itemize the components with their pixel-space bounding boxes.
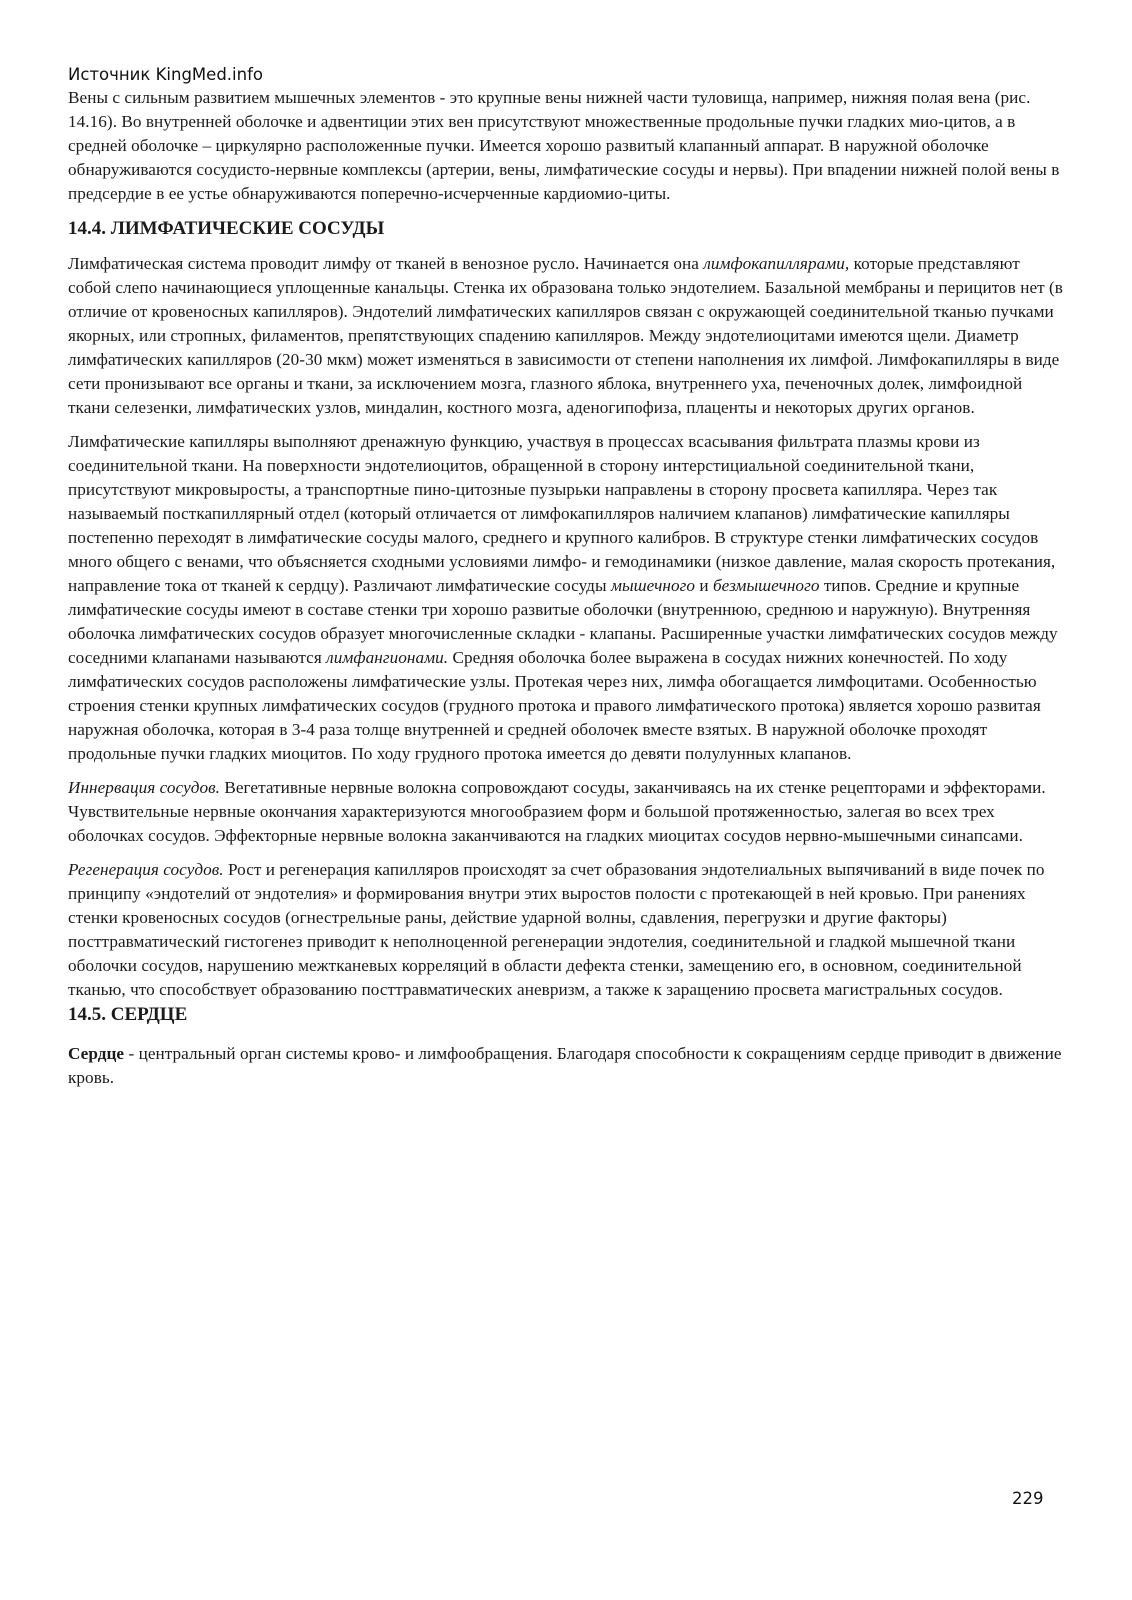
text-run: Средняя оболочка более выражена в сосудах нижних конечностей. По ходу лимфатических сосудов расположены лимфатические узлы. Протекая через них, лимфа обогащается лимфоцитами. Особенностью строения стенки крупных лимфатических сосудов (грудного протока и правого лимфатического протока) является хорошо развитая наружная оболочка, которая в 3-4 раза толще внутренней и средней оболочек вместе взятых. В наружной оболочке проходят продольные пучки гладких миоцитов. По ходу грудного протока имеется до девяти полулунных клапанов. [68, 648, 1041, 763]
text-run: и [695, 576, 713, 595]
text-run: Лимфатическая система проводит лимфу от тканей в венозное русло. Начинается она [68, 254, 704, 273]
text-run: типов. Средние и крупные лимфатические сосуды имеют в составе стенки три хорошо развитые оболочки (внутреннюю, среднюю и наружную). Внутренняя оболочка лимфатических сосудов образует многочисленные складки - клапаны. Расширенные участки лимфатических сосудов между соседними клапанами называются [68, 576, 1058, 667]
document-page [68, 64, 1064, 1090]
paragraph-veins: Вены с сильным развитием мышечных элементов - это крупные вены нижней части туловища, например, нижняя полая вена (рис. 14.16). Во внутренней оболочке и адвентиции этих вен присутствуют множественные продольные пучки гладких мио-цитов, а в средней оболочке – циркулярно расположенные пучки. Имеется хорошо развитый клапанный аппарат. В наружной оболочке обнаруживаются сосудисто-нервные комплексы (артерии, вены, лимфатические сосуды и нервы). При впадении нижней полой вены в предсердие в ее устье обнаруживаются поперечно-исчерченные кардиомио-циты. [68, 88, 1060, 203]
paragraph-regeneration [68, 858, 1064, 1002]
italic-term: лимфокапиллярами, [703, 254, 850, 273]
section-heading-lymphatic-vessels: 14.4. ЛИМФАТИЧЕСКИЕ СОСУДЫ [68, 218, 385, 239]
italic-subheading: Иннервация сосудов. [68, 778, 220, 797]
text-run: Рост и регенерация капилляров происходят за счет образования эндотелиальных выпячиваний в виде почек по принципу «эндотелий от эндотелия» и формирования внутри этих выростов полости с протекающей в ней кровью. При ранениях стенки кровеносных сосудов (огнестрельные раны, действие ударной волны, сдавления, перегрузки и другие факторы) посттравматический гистогенез приводит к неполноценной регенерации эндотелия, соединительной и гладкой мышечной ткани оболочки сосудов, нарушению межтканевых корреляций в области дефекта стенки, замещению его, в основном, соединительной тканью, что способствует образованию посттравматических аневризм, а также к заращению просвета магистральных сосудов. [68, 860, 1045, 999]
text-run: Лимфатические капилляры выполняют дренажную функцию, участвуя в процессах всасывания фильтрата плазмы крови из соединительной ткани. На поверхности эндотелиоцитов, обращенной в сторону интерстициальной соединительной ткани, присутствуют микровыросты, а транспортные пино-цитозные пузырьки направлены в сторону просвета капилляра. Через так называемый посткапиллярный отдел (который отличается от лимфокапилляров наличием клапанов) лимфатические капилляры постепенно переходят в лимфатические сосуды малого, среднего и крупного калибров. В структуре стенки лимфатических сосудов много общего с венами, что объясняется сходными условиями лимфо- и гемодинамики (низкое давление, малая скорость протекания, направление тока от тканей к сердцу). Различают лимфатические сосуды [68, 432, 1056, 595]
source-header: Источник KingMed.info [68, 65, 263, 84]
paragraph-lymph-capillaries [68, 252, 1064, 420]
paragraph-lymph-vessels-structure [68, 430, 1064, 766]
page-number: 229 [1012, 1489, 1044, 1508]
italic-term: безмышечного [712, 576, 820, 595]
italic-term: мышечного [610, 576, 695, 595]
text-run: Вегетативные нервные волокна сопровождают сосуды, заканчиваясь на их стенке рецепторами и эффекторами. Чувствительные нервные окончания характеризуются многообразием форм и большой протяженностью, залегая во всех трех оболочках сосудов. Эффекторные нервные волокна заканчиваются на гладких миоцитах сосудов нервно-мышечными синапсами. [68, 778, 1046, 845]
text-run: - центральный орган системы крово- и лимфообращения. Благодаря способности к сокращениям сердце приводит в движение кровь. [68, 1044, 1062, 1087]
paragraph-heart-intro [68, 1042, 1064, 1090]
italic-term: лимфангионами. [326, 648, 449, 667]
text-run: которые представляют собой слепо начинающиеся уплощенные канальцы. Стенка их образована только эндотелием. Базальной мембраны и перицитов нет (в отличие от кровеносных капилляров). Эндотелий лимфатических капилляров связан с окружающей соединительной тканью пучками якорных, или стропных, филаментов, препятствующих спадению капилляров. Между эндотелиоцитами имеются щели. Диаметр лимфатических капилляров (20-30 мкм) может изменяться в зависимости от степени наполнения их лимфой. Лимфокапилляры в виде сети пронизывают все органы и ткани, за исключением мозга, глазного яблока, внутреннего уха, печеночных долек, лимфоидной ткани селезенки, лимфатических узлов, миндалин, костного мозга, аденогипофиза, плаценты и некоторых других органов. [68, 254, 1063, 417]
italic-subheading: Регенерация сосудов. [68, 860, 224, 879]
bold-term: Сердце [68, 1044, 125, 1063]
section-heading-heart: 14.5. СЕРДЦЕ [68, 1004, 188, 1025]
paragraph-innervation [68, 776, 1064, 848]
